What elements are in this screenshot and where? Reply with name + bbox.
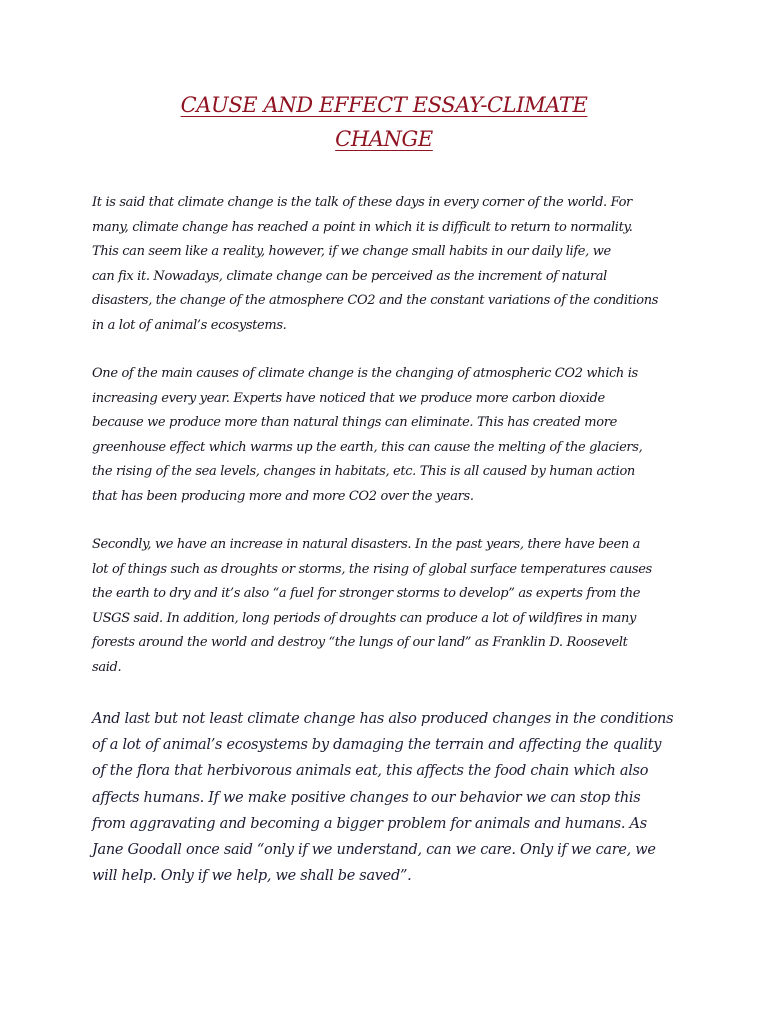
text-line: USGS said. In addition, long periods of droughts can produce a lot of wildfires in many bbox=[92, 610, 637, 626]
text-line: that has been producing more and more CO2 over the years. bbox=[92, 488, 474, 504]
text-line: This can seem like a reality, however, if we change small habits in our daily life, we bbox=[92, 244, 611, 259]
essay-title-line: CHANGE bbox=[335, 127, 433, 151]
text-line: will help. Only if we help, we shall be saved”. bbox=[92, 868, 412, 885]
text-line: It is said that climate change is the talk of these days in every corner of the world. For bbox=[92, 195, 632, 210]
text-line: And last but not least climate change has also produced changes in the conditions bbox=[92, 711, 674, 727]
text-line: of a lot of animal’s ecosystems by damaging the terrain and affecting the quality bbox=[92, 737, 662, 754]
paragraph-co2-cause bbox=[92, 362, 682, 509]
text-line: the rising of the sea levels, changes in habitats, etc. This is all caused by human action bbox=[92, 464, 635, 479]
text-line: Jane Goodall once said “only if we understand, can we care. Only if we care, we bbox=[92, 842, 656, 859]
text-line: greenhouse effect which warms up the earth, this can cause the melting of the glaciers, bbox=[92, 439, 643, 455]
text-line: from aggravating and becoming a bigger problem for animals and humans. As bbox=[92, 815, 647, 832]
text-line: of the flora that herbivorous animals eat, this affects the food chain which also bbox=[92, 763, 649, 780]
text-line: disasters, the change of the atmosphere CO2 and the constant variations of the conditions bbox=[92, 293, 659, 308]
text-line: in a lot of animal’s ecosystems. bbox=[92, 317, 287, 333]
text-line: affects humans. If we make positive changes to our behavior we can stop this bbox=[92, 789, 641, 806]
text-line: forests around the world and destroy “the lungs of our land” as Franklin D. Roosevelt bbox=[92, 635, 628, 650]
text-line: can fix it. Nowadays, climate change can be perceived as the increment of natural bbox=[92, 268, 607, 284]
paragraph-natural-disasters bbox=[92, 533, 682, 680]
paragraph-ecosystems bbox=[92, 706, 682, 889]
text-line: Secondly, we have an increase in natural disasters. In the past years, there have been a bbox=[92, 537, 641, 552]
paragraph-introduction bbox=[92, 191, 682, 338]
text-line: many, climate change has reached a point in which it is difficult to return to normality. bbox=[92, 219, 633, 235]
text-line: One of the main causes of climate change is the changing of atmospheric CO2 which is bbox=[92, 366, 638, 381]
essay-title-line: CAUSE AND EFFECT ESSAY-CLIMATE bbox=[180, 93, 588, 117]
text-line: because we produce more than natural things can eliminate. This has created more bbox=[92, 415, 617, 430]
text-line: lot of things such as droughts or storms, the rising of global surface temperatures causes bbox=[92, 561, 652, 577]
essay-title bbox=[0, 88, 768, 156]
text-line: increasing every year. Experts have noticed that we produce more carbon dioxide bbox=[92, 390, 605, 406]
text-line: said. bbox=[92, 659, 122, 675]
text-line: the earth to dry and it’s also “a fuel for stronger storms to develop” as experts from the bbox=[92, 586, 641, 601]
